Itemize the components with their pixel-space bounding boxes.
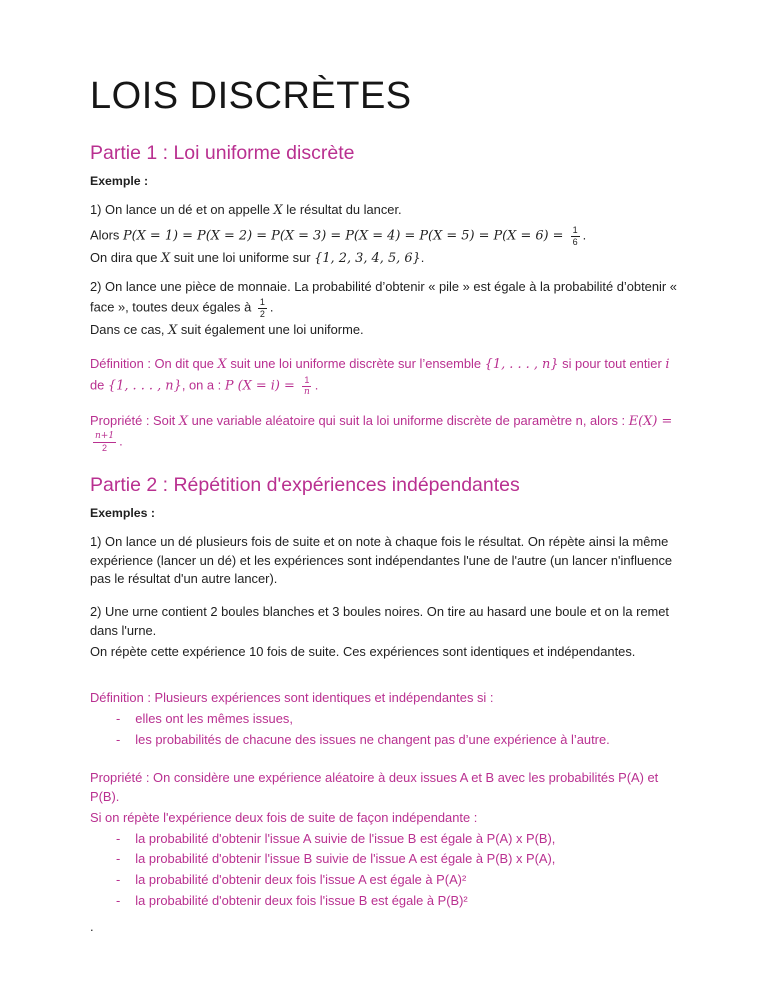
list-item (116, 710, 678, 729)
part2-example2-note: On répète cette expérience 10 fois de suite. Ces expériences sont identiques et indépendantes. (90, 643, 636, 659)
part2-heading: Partie 2 : Répétition d'expériences indépendantes (90, 473, 520, 496)
text-segment: Alors (90, 227, 123, 243)
list-item (116, 892, 678, 911)
bullet-marker: - (116, 830, 121, 846)
bullet-marker: - (116, 851, 121, 867)
part2-property-intro: Propriété : On considère une expérience aléatoire à deux issues A et B avec les probabilités P(A) et P(B). (90, 770, 659, 805)
part1-definition (90, 355, 678, 397)
math-variable: X (168, 323, 178, 339)
part1-example2-note (90, 321, 678, 341)
part1-example1-uniform-note (90, 249, 678, 269)
fraction-numerator: 1 (304, 374, 310, 385)
fraction-numerator: 1 (259, 296, 265, 307)
fraction-denominator: 2 (102, 443, 108, 454)
part1-example1-text (90, 201, 678, 221)
math-expression: E(X) = (628, 413, 673, 429)
fraction-denominator: 2 (259, 308, 265, 319)
list-item (116, 731, 678, 750)
fraction-denominator: 6 (572, 236, 578, 247)
section-part1 (90, 142, 678, 454)
fraction (93, 431, 116, 454)
part1-example1-equation (90, 225, 678, 248)
text-segment: . (582, 227, 587, 243)
page-title: LOIS DISCRÈTES (90, 75, 412, 117)
bullet-marker: - (116, 892, 121, 908)
text-segment: , on a : (181, 377, 225, 393)
text-segment: On dira que (90, 250, 161, 266)
list-item-text: la probabilité d'obtenir deux fois l'issue A est égale à P(A)² (135, 871, 467, 887)
text-segment: suit une loi uniforme sur (170, 250, 315, 266)
list-item-text: la probabilité d'obtenir l'issue A suivie de l'issue B est égale à P(A) x P(B), (135, 830, 556, 846)
fraction (302, 375, 312, 398)
fraction-numerator: 1 (572, 224, 578, 235)
list-item-text: la probabilité d'obtenir deux fois l'issue B est égale à P(B)² (135, 892, 468, 908)
math-set: {1, . . . , n} (484, 357, 559, 373)
list-item (116, 830, 678, 849)
text-segment: . (119, 433, 123, 449)
section-part2 (90, 474, 678, 937)
part2-example2-text: 2) Une urne contient 2 boules blanches et 3 boules noires. On tire au hasard une boule et on la remet dans l'urne. (90, 604, 670, 638)
closing-period: . (90, 919, 94, 935)
part2-examples-label: Exemples : (90, 506, 155, 521)
text-segment: Propriété : Soit (90, 412, 179, 428)
text-segment: de (90, 377, 108, 393)
part1-heading: Partie 1 : Loi uniforme discrète (90, 141, 355, 164)
text-segment: . (314, 377, 319, 393)
text-segment: . (269, 299, 274, 315)
part2-property-condition: Si on répète l'expérience deux fois de suite de façon indépendante : (90, 809, 478, 825)
math-set: {1, 2, 3, 4, 5, 6} (314, 251, 421, 267)
fraction (571, 225, 580, 248)
list-item-text: les probabilités de chacune des issues ne changent pas d’une expérience à l’autre. (135, 731, 610, 747)
part2-definition-list (90, 710, 678, 749)
list-item-text: elles ont les mêmes issues, (135, 711, 293, 726)
text-segment: suit également une loi uniforme. (177, 322, 364, 338)
list-item-text: la probabilité d'obtenir l'issue B suivie de l'issue A est égale à P(B) x P(A), (135, 851, 556, 867)
fraction-numerator: n+1 (95, 431, 115, 442)
text-segment: Dans ce cas, (90, 322, 169, 338)
math-set: {1, . . . , n} (107, 378, 182, 394)
part1-example-label: Exemple : (90, 174, 149, 189)
list-item (116, 850, 678, 869)
list-item (116, 871, 678, 890)
math-variable: X (178, 413, 189, 429)
text-segment: une variable aléatoire qui suit la loi uniforme discrète de paramètre n, alors : (188, 412, 629, 428)
text-segment: si pour tout entier (558, 356, 666, 372)
math-expression: P (X = i) = (224, 378, 299, 394)
bullet-marker: - (116, 871, 121, 887)
math-variable: X (273, 203, 283, 219)
part2-property-list (90, 830, 678, 911)
text-segment: Définition : On dit que (90, 356, 218, 372)
text-segment: 2) On lance une pièce de monnaie. La probabilité d’obtenir « pile » est égale à la probabilité d’obtenir « face », toutes deux égales à (90, 279, 677, 315)
part1-example2-text (90, 278, 678, 319)
fraction-denominator: n (303, 386, 310, 397)
math-variable: X (217, 357, 227, 373)
part1-property (90, 412, 678, 454)
math-expression: P(X = 1) = P(X = 2) = P(X = 3) = P(X = 4) = P(X = 5) = P(X = 6) = (122, 228, 568, 244)
fraction (258, 297, 267, 320)
bullet-marker: - (116, 731, 121, 747)
text-segment: 1) On lance un dé et on appelle (90, 202, 274, 218)
math-variable: X (160, 251, 171, 267)
bullet-marker: - (116, 711, 121, 726)
text-segment: . (420, 250, 425, 266)
part2-example1-text: 1) On lance un dé plusieurs fois de suite et on note à chaque fois le résultat. On répète ainsi la même expérience (lancer un dé) et les expériences sont indépendantes l'une de l'autre (un lancer n'influence pas le résultat d'un autre lancer). (90, 534, 673, 587)
text-segment: le résultat du lancer. (282, 202, 402, 218)
math-variable: i (665, 357, 670, 373)
part2-definition-intro: Définition : Plusieurs expériences sont identiques et indépendantes si : (90, 690, 494, 706)
text-segment: suit une loi uniforme discrète sur l’ensemble (226, 356, 485, 372)
